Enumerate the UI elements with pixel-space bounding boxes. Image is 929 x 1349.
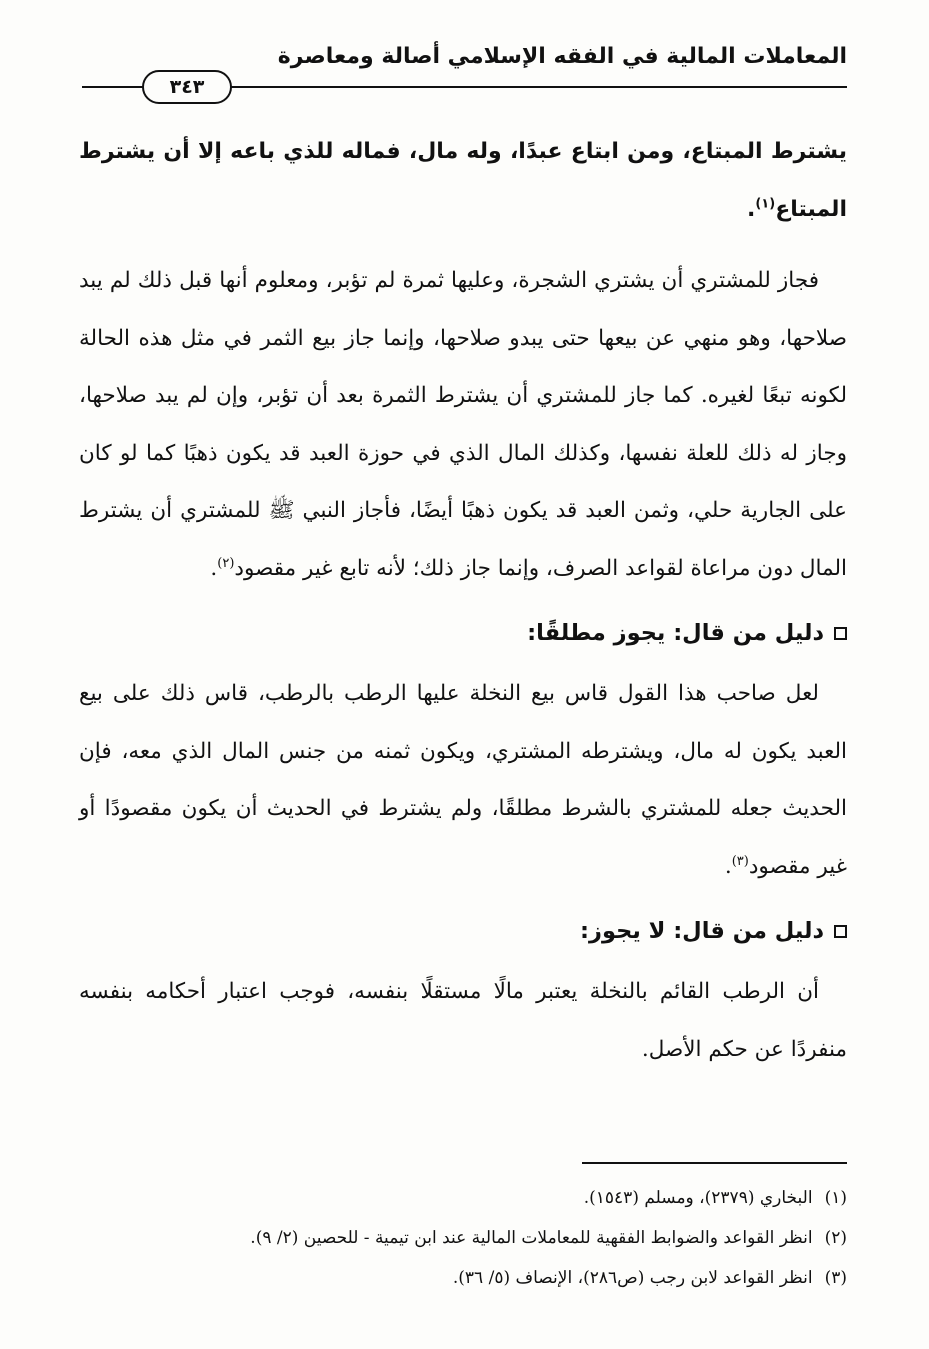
section-heading-impermissible [79, 901, 847, 961]
footnote-text: انظر القواعد لابن رجب (ص٢٨٦)، الإنصاف (٥/ ٣٦). [452, 1268, 813, 1288]
paragraph-4 [79, 963, 847, 1078]
footnote-item [79, 1258, 847, 1298]
footnote-item [79, 1178, 847, 1218]
footnote-ref-1: (١) [755, 196, 776, 212]
footnote-marker: (١) [824, 1188, 847, 1208]
page-number-badge [142, 70, 232, 104]
section-heading-impermissible-text: دليل من قال: لا يجوز: [580, 918, 824, 944]
paragraph-3 [79, 665, 847, 895]
paragraph-3-end: . [724, 853, 732, 879]
main-text [79, 123, 847, 1078]
paragraph-1-text: يشترط المبتاع، ومن ابتاع عبدًا، وله مال، فماله للذي باعه إلا أن يشترط المبتاع [79, 139, 847, 222]
square-bullet-icon [834, 925, 847, 938]
paragraph-gap [79, 238, 847, 252]
footnote-ref-3: (٣) [731, 853, 749, 869]
footnote-text: انظر القواعد والضوابط الفقهية للمعاملات المالية عند ابن تيمية - للحصين (٢/ ٩). [250, 1228, 813, 1248]
section-heading-permissible-text: دليل من قال: يجوز مطلقًا: [527, 620, 824, 646]
footnote-rule [582, 1162, 847, 1164]
footnote-ref-2: (٢) [217, 555, 235, 571]
footnote-text: البخاري (٢٣٧٩)، ومسلم (١٥٤٣). [583, 1188, 813, 1208]
footnote-marker: (٢) [824, 1228, 847, 1248]
section-heading-permissible [79, 603, 847, 663]
footnote-item [79, 1218, 847, 1258]
page-number: ٣٤٣ [169, 76, 205, 98]
footnotes [79, 1178, 847, 1298]
square-bullet-icon [834, 627, 847, 640]
paragraph-4-text: أن الرطب القائم بالنخلة يعتبر مالًا مستقلًا بنفسه، فوجب اعتبار أحكامه بنفسه منفردًا عن حكم الأصل. [79, 979, 847, 1062]
paragraph-1 [79, 123, 847, 238]
footnote-marker: (٣) [824, 1268, 847, 1288]
paragraph-2-end: . [210, 555, 218, 581]
running-title: المعاملات المالية في الفقه الإسلامي أصالة ومعاصرة [277, 44, 847, 69]
paragraph-3-text: لعل صاحب هذا القول قاس بيع النخلة عليها الرطب بالرطب، قاس ذلك على بيع العبد يكون له مال، ويشترطه المشتري، ويكون ثمنه من جنس المال الذي معه، فإن الحديث جعله للمشتري بالشرط مطلقًا، ولم يشترط في الحديث أن يكون مقصودًا أو غير مقصود [79, 681, 847, 879]
paragraph-1-end: . [746, 196, 756, 222]
paragraph-2 [79, 252, 847, 597]
paragraph-2-text: فجاز للمشتري أن يشتري الشجرة، وعليها ثمرة لم تؤبر، ومعلوم أنها قبل ذلك لم يبد صلاحها، وهو منهي عن بيعها حتى يبدو صلاحها، وإنما جاز بيع الثمر في مثل هذه الحالة لكونه تبعًا لغيره. كما جاز للمشتري أن يشترط الثمرة بعد أن تؤبر، وإن لم يبد صلاحها، وجاز له ذلك للعلة نفسها، وكذلك المال الذي في حوزة العبد قد يكون ذهبًا كما لو كان على الجارية حلي، وثمن العبد قد يكون ذهبًا أيضًا، فأجاز النبي ﷺ للمشتري أن يشترط المال دون مراعاة لقواعد الصرف، وإنما جاز ذلك؛ لأنه تابع غير مقصود [79, 268, 847, 581]
